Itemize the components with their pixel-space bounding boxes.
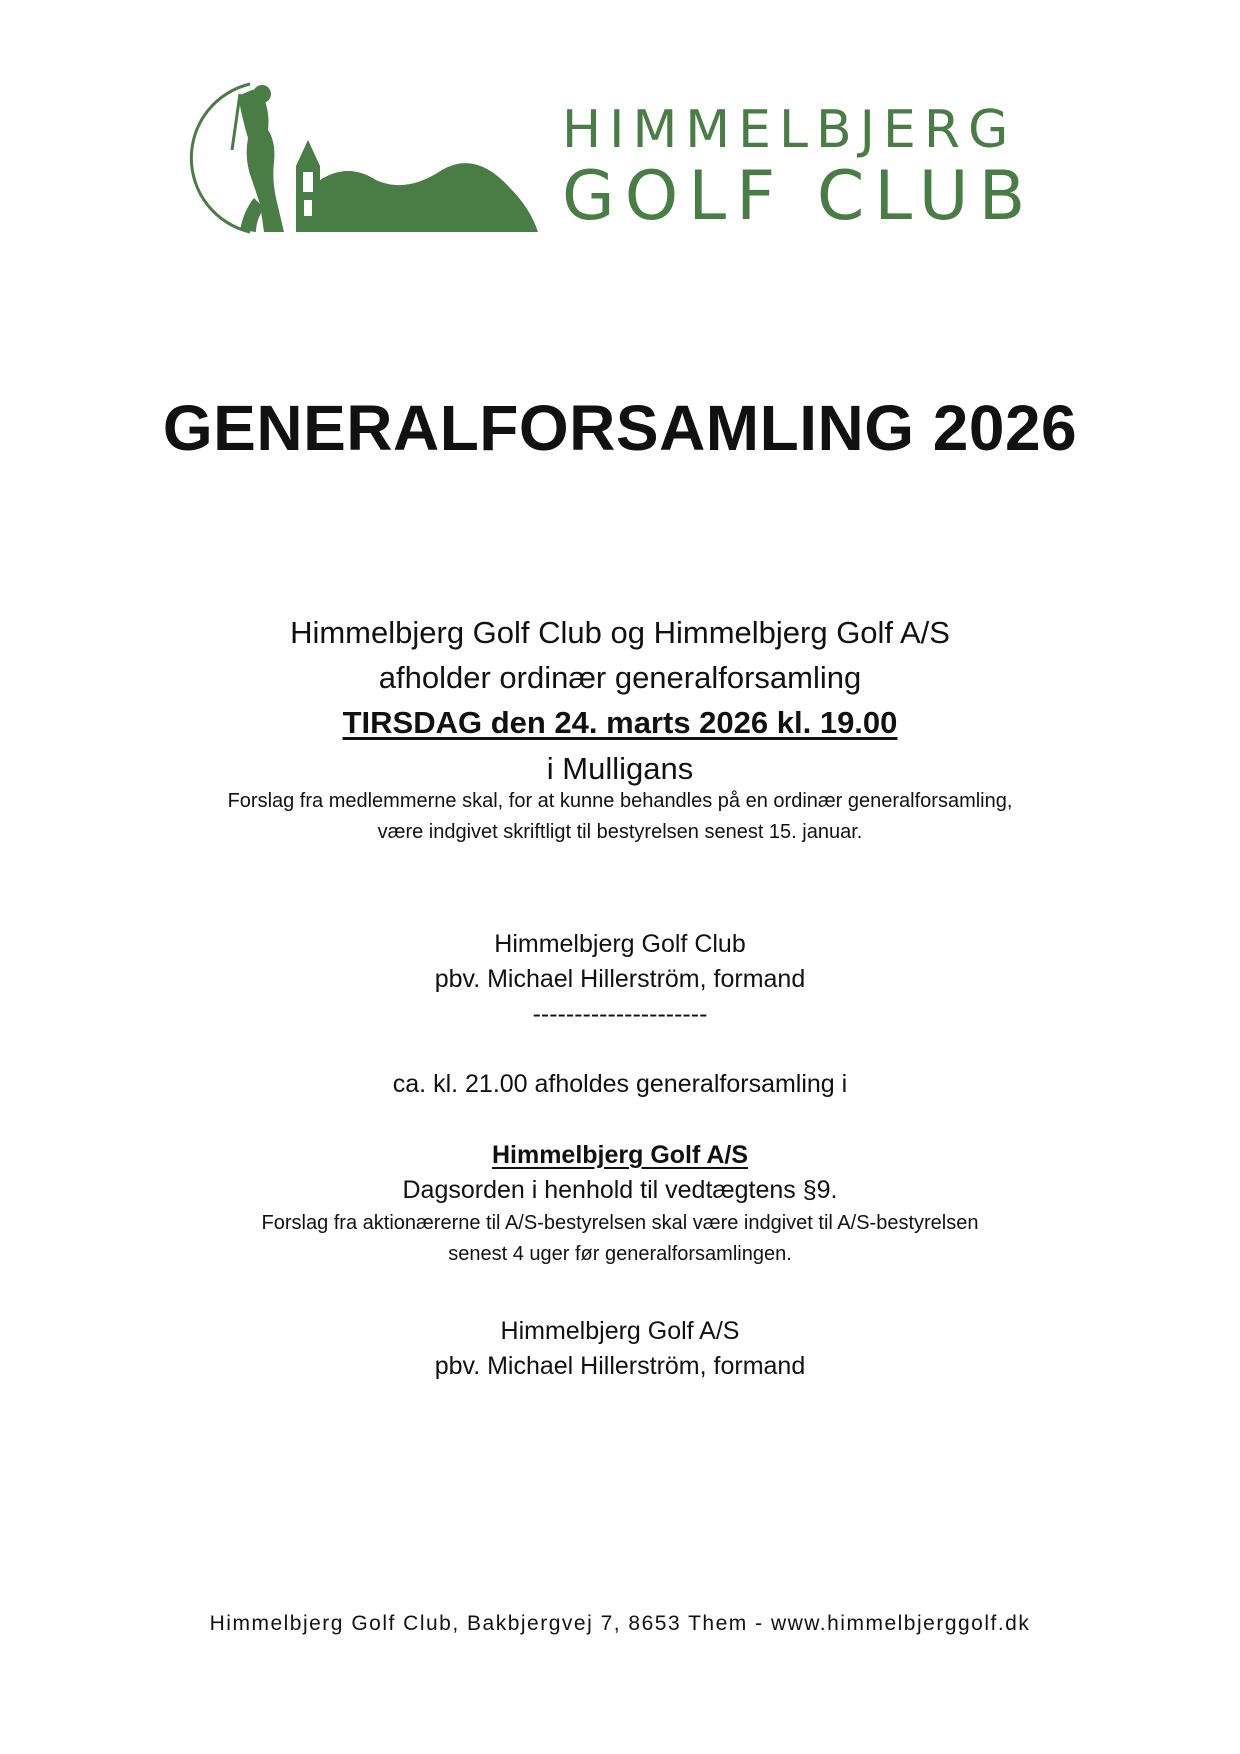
meeting-date-row xyxy=(0,700,1240,745)
logo-text-line2: GOLF CLUB xyxy=(562,157,1036,236)
club-signature-org: Himmelbjerg Golf Club xyxy=(494,930,746,958)
club-signature-by: pbv. Michael Hillerström, formand xyxy=(434,965,806,993)
page-title: GENERALFORSAMLING 2026 xyxy=(162,392,1078,464)
as-agenda: Dagsorden i henhold til vedtægtens §9. xyxy=(402,1176,838,1204)
golfer-church-hill-icon xyxy=(180,80,540,240)
separator-line: --------------------- xyxy=(532,1000,708,1028)
invite-line-1: Himmelbjerg Golf Club og Himmelbjerg Golf A/S xyxy=(290,615,950,650)
meeting-date: TIRSDAG den 24. marts 2026 kl. 19.00 xyxy=(342,705,898,740)
footer-address: Himmelbjerg Golf Club, Bakbjergvej 7, 8653 Them - www.himmelbjerggolf.dk xyxy=(209,1612,1031,1635)
club-logo xyxy=(180,80,1040,240)
as-signature-by: pbv. Michael Hillerström, formand xyxy=(434,1352,806,1380)
as-signature-org: Himmelbjerg Golf A/S xyxy=(500,1317,740,1345)
as-proposal-note-2: senest 4 uger før generalforsamlingen. xyxy=(448,1243,792,1265)
proposal-note-1: Forslag fra medlemmerne skal, for at kunne behandles på en ordinær generalforsamling, xyxy=(227,790,1013,812)
logo-text-line1: HIMMELBJERG xyxy=(562,100,1017,160)
as-heading-row xyxy=(0,1138,1240,1173)
as-heading: Himmelbjerg Golf A/S xyxy=(491,1141,749,1169)
proposal-note-2: være indgivet skriftligt til bestyrelsen senest 15. januar. xyxy=(377,821,863,843)
as-intro: ca. kl. 21.00 afholdes generalforsamling i xyxy=(392,1070,848,1098)
meeting-venue: i Mulligans xyxy=(546,751,694,786)
as-proposal-note-1: Forslag fra aktionærerne til A/S-bestyrelsen skal være indgivet til A/S-bestyrelsen xyxy=(261,1212,979,1234)
invite-line-2: afholder ordinær generalforsamling xyxy=(378,660,862,695)
